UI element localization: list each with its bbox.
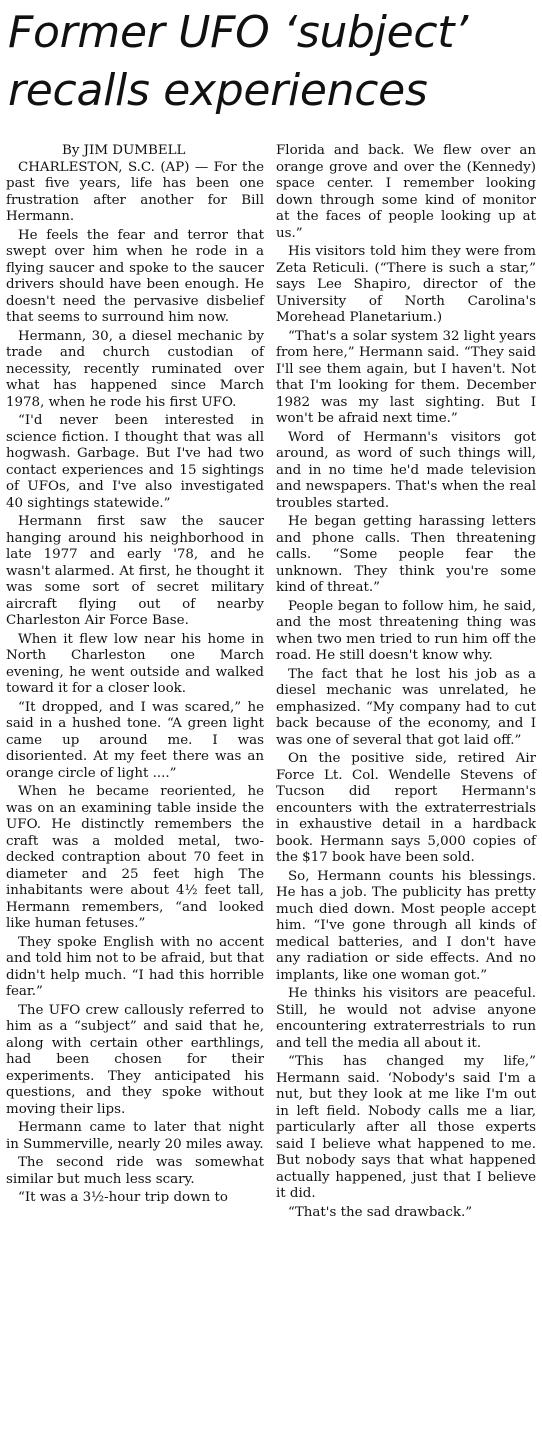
article-paragraph: Hermann came to later that night in Summerville, nearly 20 miles away. [6, 1120, 264, 1152]
article-paragraph: “That's a solar system 32 light years from here,” Hermann said. “They said I'll see them again, but I haven't. Not that I'm looking for them. December 1982 was my last sighting. But I won't be afraid next time.” [276, 328, 536, 426]
article-paragraph: Hermann, 30, a diesel mechanic by trade and church custodian of necessity, recently ruminated over what has happened since March 1978, when he rode his first UFO. [6, 328, 264, 410]
article-paragraph: Word of Hermann's visitors got around, as word of such things will, and in no time he'd made television and newspapers. That's when the real troubles started. [276, 429, 536, 511]
article-paragraph: They spoke English with no accent and told him not to be afraid, but that didn't help much. “I had this horrible fear.” [6, 934, 264, 999]
article-paragraph: “It was a 3½-hour trip down to [18, 1190, 228, 1205]
article-paragraph: He began getting harassing letters and phone calls. Then threatening calls. “Some people fear the unknown. They think you're some kind of threat.” [276, 514, 536, 595]
article-paragraph: “I'd never been interested in science fiction. I thought that was all hogwash. Garbage. But I've had two contact experiences and 15 sightings of UFOs, and I've also investigated 40 sightings statewide.” [6, 413, 264, 511]
article-paragraph: He thinks his visitors are peaceful. Still, he would not advise anyone encountering extraterrestrials to run and tell the media all about it. [276, 986, 536, 1051]
dateline: CHARLESTON, S.C. (AP) — [18, 159, 209, 175]
article-column-left [6, 143, 264, 1209]
article-paragraph: When it flew low near his home in North Charleston one March evening, he went outside and walked toward it for a closer look. [6, 631, 264, 696]
article-paragraph: On the positive side, retired Air Force Lt. Col. Wendelle Stevens of Tucson did report Hermann's encounters with the extraterrestrials in exhaustive detail in a hardback book. Hermann says 5,000 copies of the $17 book have been sold. [276, 751, 536, 865]
article-paragraph: The UFO crew callously referred to him as a “subject” and said that he, along with certain other earthlings, had been chosen for their experiments. They anticipated his questions, and they spoke without moving their lips. [6, 1002, 264, 1117]
article-paragraph: He feels the fear and terror that swept over him when he rode in a flying saucer and spoke to the saucer drivers should have been enough. He doesn't need the pervasive disbelief that seems to surround him now. [6, 227, 264, 325]
article-paragraph: Hermann first saw the saucer hanging around his neighborhood in late 1977 and early '78, and he wasn't alarmed. At first, he thought it was some sort of secret military aircraft flying out of nearby Charleston Air Force Base. [6, 514, 264, 628]
headline-line-1: Former UFO ‘subject’ [8, 7, 468, 58]
article-paragraph: “That's the sad drawback.” [288, 1204, 473, 1220]
headline-line-2: recalls experiences [8, 65, 428, 116]
article-column-right [276, 143, 536, 1223]
article-paragraph: “This has changed my life,” Hermann said. ‘Nobody's said I'm a nut, but they look at me like I'm out in left field. Nobody calls me a liar, particularly after all those experts said I believe what happened to me. But nobody says that what happened actually happened, just that I believe it did. [276, 1054, 536, 1201]
dateline-paragraph [6, 160, 264, 226]
article-paragraph: The fact that he lost his job as a diesel mechanic was unrelated, he emphasized. “My company had to cut back because of the economy, and I was one of several that got laid off.” [276, 666, 536, 748]
byline: By JIM DUMBELL [62, 143, 186, 158]
article-paragraph: When he became reoriented, he was on an examining table inside the UFO. He distinctly remembers the craft was a molded metal, two-decked contraption about 70 feet in diameter and 25 feet high The inhabitants were about 4½ feet tall, Hermann remembers, “and looked like human fetuses.” [6, 784, 264, 931]
article-paragraph: His visitors told him they were from Zeta Reticuli. (“There is such a star,” says Lee Shapiro, director of the University of North Carolina's Morehead Planetarium.) [276, 244, 536, 325]
article-paragraph: For the past five years, life has been one frustration after another for Bill Hermann. [6, 159, 264, 224]
article-paragraph: So, Hermann counts his blessings. He has a job. The publicity has pretty much died down. Most people accept him. “I've gone through all kinds of medical batteries, and I don't have any radiation or side effects. And no implants, like one woman got.” [276, 868, 536, 983]
article-paragraph: “It dropped, and I was scared,” he said in a hushed tone. “A green light came up around me. I was disoriented. At my feet there was an orange circle of light ....” [6, 699, 264, 781]
article-paragraph: Florida and back. We flew over an orange grove and over the (Kennedy) space center. I remember looking down through some kind of monitor at the faces of people looking up at us.” [276, 143, 536, 241]
article-paragraph: The second ride was somewhat similar but much less scary. [6, 1155, 264, 1187]
headline [8, 4, 538, 120]
article-paragraph: People began to follow him, he said, and the most threatening thing was when two men tried to run him off the road. He still doesn't know why. [276, 598, 536, 663]
